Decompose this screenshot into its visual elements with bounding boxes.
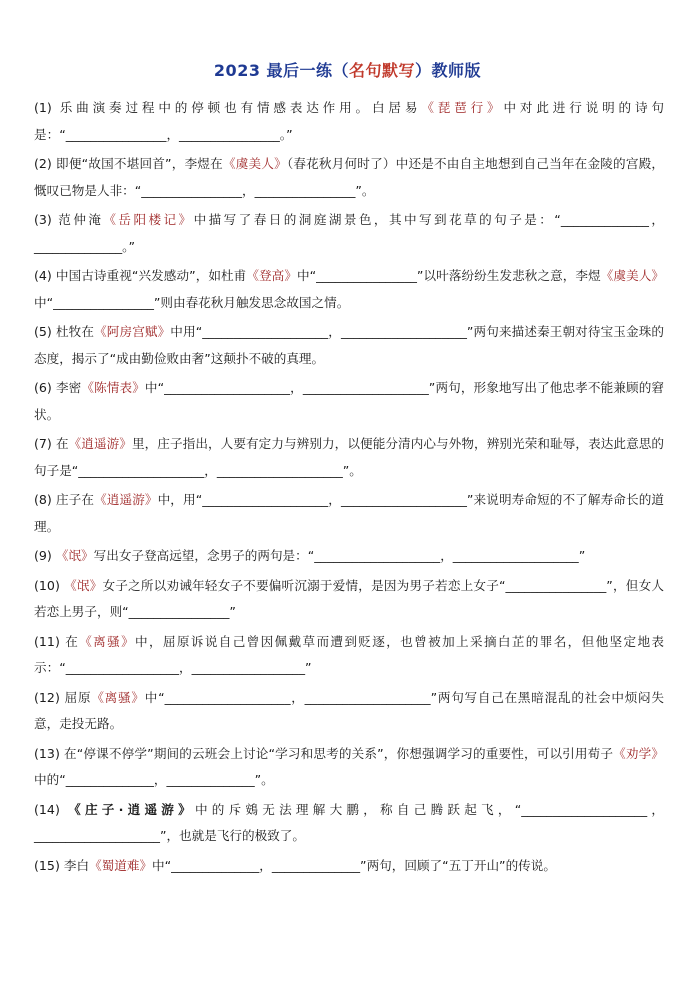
work-title: 《阿房宫赋》 (94, 324, 171, 339)
question-text: 即便“故国不堪回首”，李煜在 (56, 156, 223, 171)
question-text: 中，屈原诉说自己曾因佩戴草而遭到贬逐，也曾被加上采摘白芷的罪名，但他坚定地表示：“__________________，__________________” (34, 633, 665, 675)
question-text: 中“________________”以叶落纷纷生发悲秋之意，李煜 (296, 268, 601, 283)
question-text: 李密 (55, 380, 82, 395)
question-text: 李白 (63, 857, 90, 873)
title-prefix: 2023 最后一练（ (213, 61, 350, 80)
question-text: 中“____________________，____________________”两句写自己在黑暗混乱的社会中烦闷失意，走投无路。 (34, 689, 664, 731)
question-text: 中，用“____________________，____________________”来说明寿命短的不了解寿命长的道理。 (34, 492, 664, 534)
question-number: (2) (34, 156, 52, 171)
title-suffix: ）教师版 (415, 61, 482, 80)
question-item (34, 487, 664, 540)
question-text: 女子之所以劝诫年轻女子不要偏听沉溺于爱情，是因为男子若恋上女子“________________”，但女人若恋上男子，则“________________” (34, 577, 664, 619)
question-text: 中的“______________，______________”。 (34, 772, 274, 787)
question-number: (3) (34, 212, 52, 227)
work-title: 《虞美人》 (222, 156, 287, 171)
work-title: 《劝学》 (613, 745, 664, 761)
question-item (34, 741, 664, 794)
question-item (34, 431, 664, 484)
question-number: (5) (34, 324, 52, 339)
title-highlight: 名句默写 (349, 61, 416, 80)
work-title: 《蜀道难》 (89, 857, 153, 873)
question-text: 中描写了春日的洞庭湖景色，其中写到花草的句子是：“______________，______________。” (34, 212, 665, 254)
question-number: (1) (34, 100, 52, 115)
question-text: 范仲淹 (58, 212, 104, 227)
work-title: 《离骚》 (91, 689, 145, 705)
work-title: 《虞美人》 (600, 268, 664, 283)
question-number: (15) (34, 857, 60, 873)
question-item (34, 543, 664, 570)
question-number: (7) (34, 436, 52, 451)
question-item (34, 853, 664, 880)
question-item (34, 629, 664, 682)
question-text: 杜牧在 (55, 324, 95, 339)
question-item (34, 263, 664, 316)
question-text: 中用“____________________，____________________”两句来描述秦王朝对待宝玉金珠的态度，揭示了“成由勤俭败由奢”这颠扑不破的真理。 (34, 324, 664, 366)
question-text: 中的斥鴳无法理解大鹏，称自己腾跃起飞，“____________________，____________________”，也就是飞行的极致了。 (34, 801, 664, 843)
question-number: (9) (34, 548, 52, 563)
page-title (0, 58, 695, 81)
question-text: 在 (65, 633, 80, 649)
question-text: 写出女子登高远望，念男子的两句是：“____________________，____________________” (93, 548, 586, 563)
question-text: 在“停课不停学”期间的云班会上讨论“学习和思考的关系”，你想强调学习的重要性，可以引用荀子 (64, 745, 614, 761)
question-item (34, 319, 664, 372)
work-title: 《离骚》 (79, 633, 136, 649)
question-text: 里，庄子指出，人要有定力与辨别力，以便能分清内心与外物，辨别光荣和耻辱，表达此意思的句子是“____________________，____________________”。 (34, 436, 665, 478)
question-text: 中国古诗重视“兴发感动”，如杜甫 (55, 268, 247, 283)
question-item (34, 573, 664, 626)
question-item (34, 95, 664, 148)
question-item (34, 685, 664, 738)
question-number: (4) (34, 268, 52, 283)
work-title: 《琵琶行》 (421, 100, 504, 115)
question-text: 乐曲演奏过程中的停顿也有情感表达作用。白居易 (59, 100, 422, 115)
question-text: 中“________________”则由春花秋月触发思念故国之情。 (34, 294, 350, 310)
question-number: (8) (34, 492, 52, 507)
question-item (34, 797, 664, 850)
question-number: (11) (34, 633, 60, 649)
question-text: 在 (55, 436, 69, 451)
work-title: 《氓》 (55, 548, 94, 563)
work-title: 《陈情表》 (81, 380, 145, 395)
question-text: 中“______________，______________”两句，回顾了“五丁开山”的传说。 (152, 857, 556, 873)
work-title: 《逍遥游》 (68, 436, 132, 451)
question-item (34, 375, 664, 428)
work-title: 《岳阳楼记》 (103, 212, 194, 227)
question-number: (10) (34, 577, 60, 593)
question-text: 中“____________________，____________________”两句，形象地写出了他忠孝不能兼顾的窘状。 (34, 380, 664, 422)
question-text: 屈原 (64, 689, 92, 705)
question-item (34, 151, 664, 204)
question-list (34, 95, 664, 882)
question-text: 庄子在 (55, 492, 95, 507)
work-title: 《庄子·逍遥游》 (68, 801, 195, 817)
question-number: (12) (34, 689, 60, 705)
work-title: 《逍遥游》 (94, 492, 158, 507)
work-title: 《氓》 (64, 577, 103, 593)
question-number: (14) (34, 801, 60, 817)
question-text: 中对此进行说明的诗句是：“________________，________________。” (34, 100, 665, 142)
question-number: (13) (34, 745, 60, 761)
question-item (34, 207, 664, 260)
work-title: 《登高》 (246, 268, 297, 283)
question-text: （春花秋月何时了）中还是不由自主地想到自己当年在金陵的宫殿，慨叹已物是人非：“________________，________________”。 (34, 156, 664, 198)
question-number: (6) (34, 380, 52, 395)
